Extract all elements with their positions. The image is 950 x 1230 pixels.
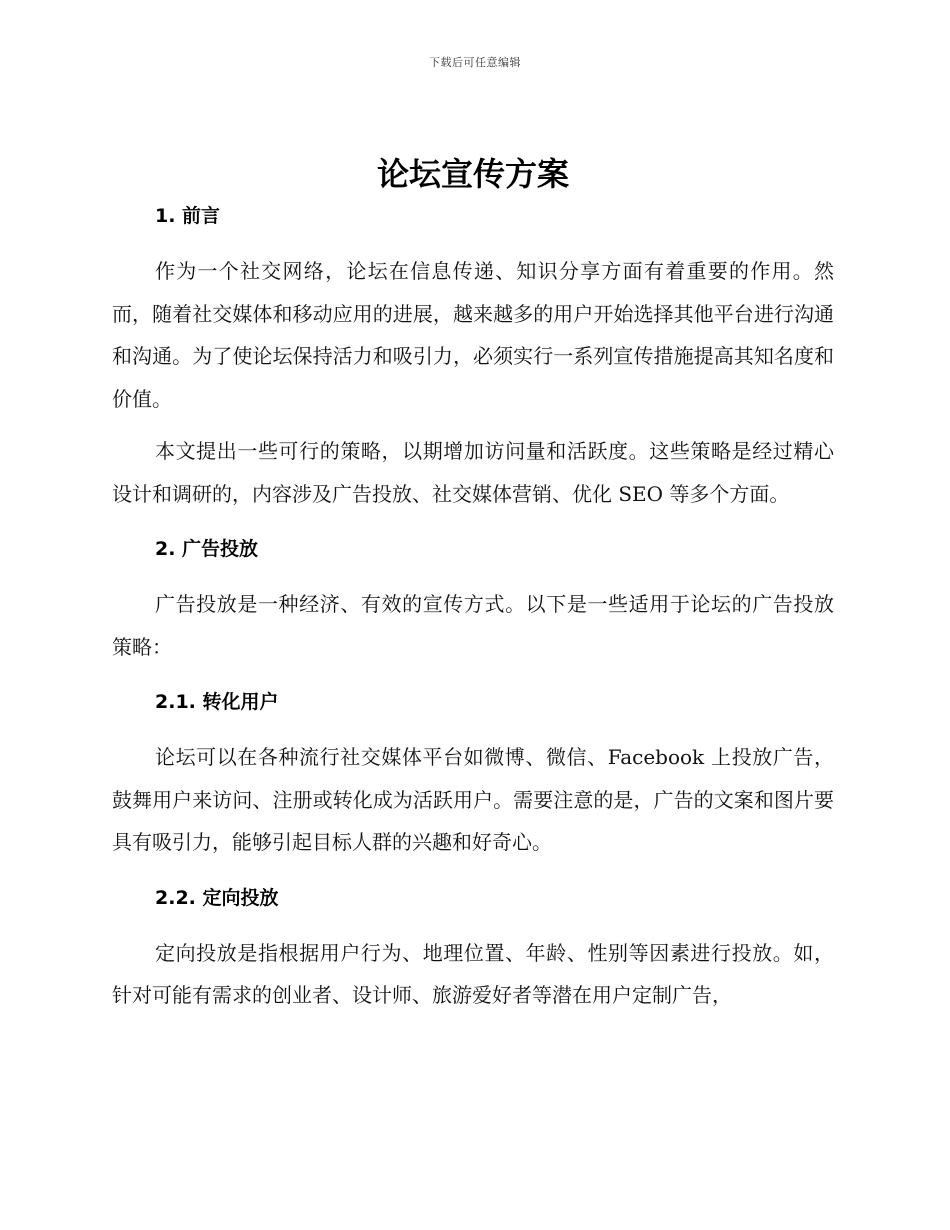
spacer	[112, 232, 834, 250]
document-title: 论坛宣传方案	[376, 155, 569, 193]
spacer	[112, 565, 834, 583]
section-heading-convert-users: 2.1. 转化用户	[155, 691, 279, 713]
document-body	[112, 148, 834, 1017]
spacer	[112, 515, 834, 533]
section-heading-advertising: 2. 广告投放	[155, 538, 259, 560]
paragraph: 论坛可以在各种流行社交媒体平台如微博、微信、Facebook 上投放广告，鼓舞用户来访问、注册或转化成为活跃用户。需要注意的是，广告的文案和图片要具有吸引力，能够引起目标人群的兴趣和好奇心。	[112, 745, 834, 854]
paragraph: 广告投放是一种经济、有效的宣传方式。以下是一些适用于论坛的广告投放策略：	[112, 592, 834, 659]
section-heading-targeted-ads: 2.2. 定向投放	[155, 886, 279, 909]
spacer	[112, 420, 834, 430]
paragraph: 作为一个社交网络，论坛在信息传递、知识分享方面有着重要的作用。然而，随着社交媒体和移动应用的进展，越来越多的用户开始选择其他平台进行沟通和沟通。为了使论坛保持活力和吸引力，必须实行一系列宣传措施提高其知名度和价值。	[112, 259, 834, 411]
section-heading-preface: 1. 前言	[155, 205, 221, 227]
spacer	[112, 914, 834, 932]
paragraph: 定向投放是指根据用户行为、地理位置、年龄、性别等因素进行投放。如，针对可能有需求的创业者、设计师、旅游爱好者等潜在用户定制广告，	[112, 940, 834, 1007]
spacer	[112, 668, 834, 686]
spacer	[112, 864, 834, 882]
header-note: 下载后可任意编辑	[429, 56, 521, 69]
paragraph: 本文提出一些可行的策略，以期增加访问量和活跃度。这些策略是经过精心设计和调研的，内容涉及广告投放、社交媒体营销、优化 SEO 等多个方面。	[112, 439, 834, 506]
spacer	[112, 718, 834, 736]
